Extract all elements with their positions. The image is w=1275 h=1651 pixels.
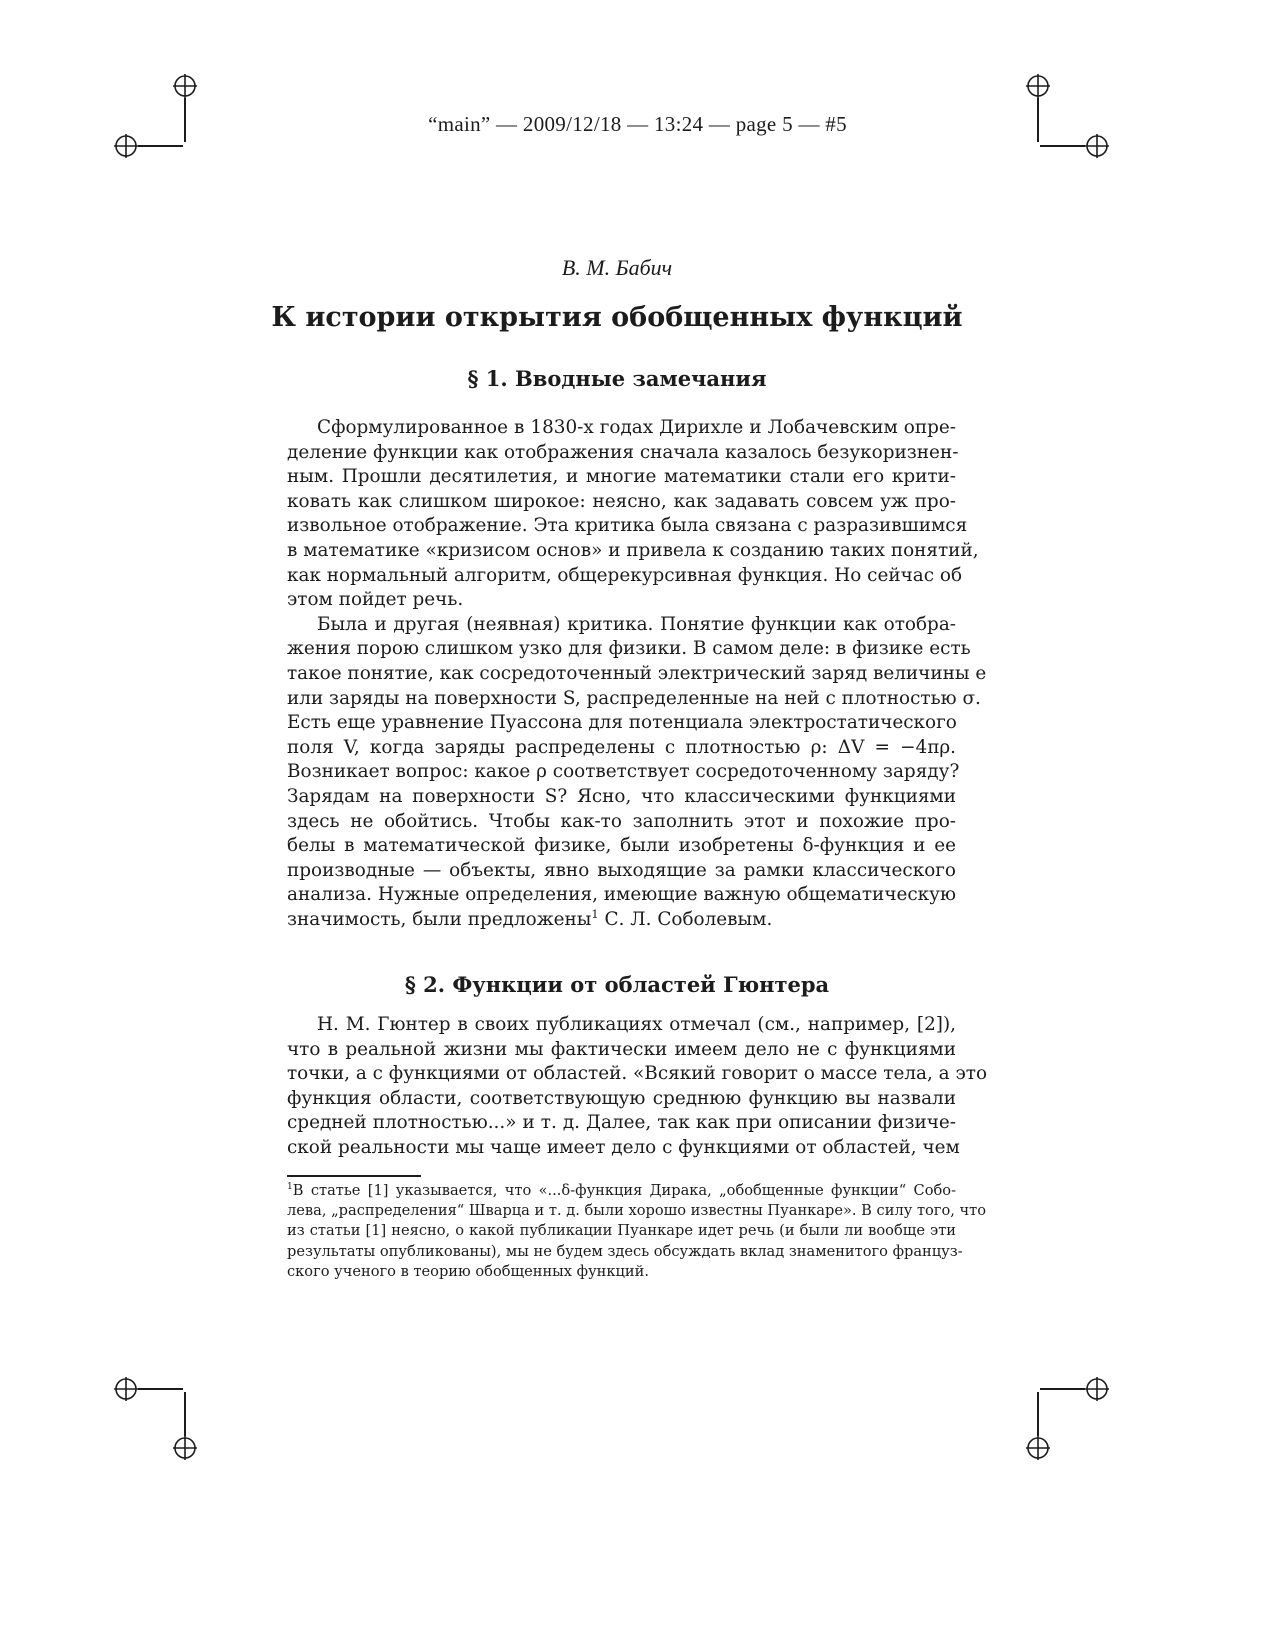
text-line: Есть еще уравнение Пуассона для потенциала электростатического (287, 712, 957, 734)
footnote-marker: 1 (287, 1182, 293, 1193)
author: В. М. Бабич (561, 255, 673, 280)
section-heading-1: § 1. Вводные замечания (467, 366, 767, 391)
section-2-body (287, 1013, 988, 1161)
text-line: Была и другая (неявная) критика. Понятие функции как отобра- (317, 613, 956, 635)
text-line: извольное отображение. Эта критика была связана с разразившимся (287, 515, 968, 537)
footnote (287, 1181, 987, 1282)
text-line: что в реальной жизни мы фактически имеем дело не с функциями (287, 1038, 956, 1060)
text-line: функция области, соответствующую среднюю функцию вы назвали (287, 1087, 956, 1109)
footnote-line: из статьи [1] неясно, о какой публикации Пуанкаре идет речь (и были ли вообще эти (287, 1222, 956, 1240)
section-1-body (287, 416, 987, 932)
text-fragment: С. Л. Соболевым. (598, 908, 773, 930)
registration-target-icon (170, 1433, 200, 1463)
text-line: этом пойдет речь. (287, 589, 464, 611)
text-line: здесь не обойтись. Чтобы как-то заполнить этот и похожие про- (287, 810, 956, 832)
text-line: белы в математической физике, были изобретены δ-функция и ее (287, 835, 956, 857)
footnote-line: лева, „распределения“ Шварца и т. д. были хорошо известны Пуанкаре». В силу того, что (287, 1202, 987, 1220)
text-line: производные — объекты, явно выходящие за рамки классического (287, 859, 956, 881)
text-line: Сформулированное в 1830-х годах Дирихле и Лобачевским опре- (317, 417, 956, 438)
text-fragment: значимость, были предложены (287, 908, 592, 930)
page-title: К истории открытия обобщенных функций (271, 302, 963, 333)
footnote-line: ского ученого в теорию обобщенных функций. (287, 1262, 649, 1280)
registration-target-icon (1023, 71, 1053, 101)
text-line: Н. М. Гюнтер в своих публикациях отмечал (см., например, [2]), (317, 1014, 956, 1035)
footnote-ref[interactable]: 1 (591, 906, 599, 921)
footnote-rule (287, 1175, 421, 1177)
text-line: деление функции как отображения сначала казалось безукоризнен- (287, 441, 959, 463)
text-line: анализа. Нужные определения, имеющие важную общематическую (287, 884, 956, 906)
text-line: точки, а с функциями от областей. «Всякий говорит о массе тела, а это (287, 1063, 988, 1085)
section-heading-2: § 2. Функции от областей Гюнтера (404, 972, 830, 997)
text-line: как нормальный алгоритм, общерекурсивная функция. Но сейчас об (287, 564, 963, 586)
registration-target-icon (170, 71, 200, 101)
text-line: ковать как слишком широкое: неясно, как задавать совсем уж про- (287, 490, 956, 512)
text-line: Зарядам на поверхности S? Ясно, что классическими функциями (287, 785, 956, 807)
text-line: или заряды на поверхности S, распределенные на ней с плотностью σ. (287, 687, 981, 709)
text-line: ным. Прошли десятилетия, и многие математики стали его крити- (287, 466, 956, 488)
text-line: ской реальности мы чаще имеет дело с функциями от областей, чем (287, 1136, 960, 1158)
text-line: поля V, когда заряды распределены с плотностью ρ: ΔV = −4πρ. (287, 736, 956, 758)
registration-target-icon (1082, 1374, 1112, 1404)
registration-target-icon (111, 1374, 141, 1404)
registration-target-icon (1023, 1433, 1053, 1463)
text-line: такое понятие, как сосредоточенный электрический заряд величины e (287, 662, 987, 684)
text-line-last (287, 908, 956, 933)
running-header: “main” — 2009/12/18 — 13:24 — page 5 — #5 (428, 112, 847, 136)
footnote-line: результаты опубликованы), мы не будем здесь обсуждать вклад знаменитого француз- (287, 1242, 963, 1260)
text-line: Возникает вопрос: какое ρ соответствует сосредоточенному заряду? (287, 761, 960, 783)
text-line: средней плотностью...» и т. д. Далее, так как при описании физиче- (287, 1112, 956, 1134)
footnote-text: В статье [1] указывается, что «...δ-функция Дирака, „обобщенные функции“ Собо- (292, 1182, 956, 1199)
text-line: жения порою слишком узко для физики. В самом деле: в физике есть (287, 638, 971, 660)
text-line: в математике «кризисом основ» и привела к созданию таких понятий, (287, 539, 979, 561)
footnote-line (287, 1181, 956, 1201)
